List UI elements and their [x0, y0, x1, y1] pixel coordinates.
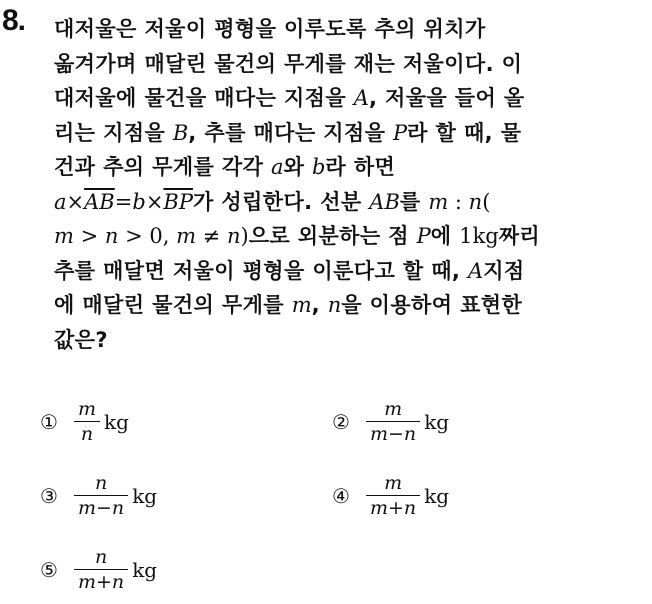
question-line: [54, 116, 644, 151]
fraction-numerator: m: [384, 398, 403, 420]
fraction-numerator: m: [78, 398, 97, 420]
question-line: [54, 12, 644, 47]
fraction-denominator: m+n: [78, 571, 125, 594]
choice-5[interactable]: [40, 546, 157, 593]
math-variable: A: [353, 86, 369, 110]
math-variable: n: [104, 224, 119, 248]
choice-unit: kg: [424, 483, 450, 508]
math-variable: b: [132, 189, 146, 214]
question-text: , 추를 매다는 지점을: [188, 120, 394, 145]
math-variable: m: [428, 189, 449, 214]
question-line: [54, 323, 644, 358]
choice-number: ④: [332, 483, 350, 508]
choice-number: ①: [40, 409, 58, 434]
math-symbol: ×: [66, 189, 85, 214]
question-text: 대저울은 저울이 평형을 이루도록 추의 위치가: [54, 17, 486, 41]
question-text: 에 매달린 물건의 무게를: [54, 293, 292, 317]
fraction-numerator: n: [94, 472, 108, 494]
fraction-numerator: m: [384, 472, 403, 494]
math-symbol: > 0,: [118, 224, 177, 248]
choice-number: ②: [332, 409, 350, 434]
math-variable: A: [468, 258, 484, 283]
math-variable: n: [327, 293, 342, 317]
choice-3[interactable]: [40, 472, 157, 519]
question-text: 을 이용하여 표현한: [341, 293, 523, 317]
math-symbol: :: [448, 189, 469, 214]
math-symbol: ): [240, 224, 249, 248]
choice-1[interactable]: [40, 398, 129, 445]
math-symbol: (: [482, 189, 491, 214]
choice-4[interactable]: [332, 472, 449, 519]
math-symbol: >: [73, 224, 105, 248]
choice-fraction: [74, 398, 100, 445]
question-number: 8.: [2, 4, 26, 37]
math-symbol: ×: [145, 189, 164, 214]
math-symbol: 1kg: [459, 224, 499, 248]
line-segment-notation: $\overline{BP}$: [163, 189, 193, 214]
math-variable: a: [271, 155, 284, 179]
choice-2[interactable]: [332, 398, 449, 445]
question-text: 건과 추의 무게를 각각: [54, 155, 272, 179]
math-variable: b: [311, 155, 326, 179]
math-variable: n: [226, 224, 241, 248]
math-variable: P: [416, 224, 431, 248]
question-text: 추를 매달면 저울이 평형을 이룬다고 할 때,: [54, 258, 469, 283]
choice-number: ⑤: [40, 557, 58, 582]
line-segment-notation: $\overline{AB}$: [84, 189, 115, 214]
question-text: 를: [399, 189, 429, 214]
math-variable: m: [291, 293, 312, 317]
question-line: [54, 254, 644, 289]
choice-fraction: [74, 472, 128, 519]
choice-unit: kg: [132, 557, 158, 582]
question-text: 짜리: [498, 224, 541, 248]
question-text: 가 성립한다. 선분: [192, 189, 370, 214]
question-text: 라 하면: [325, 155, 396, 179]
math-symbol: =: [114, 189, 133, 214]
question-text: ,: [311, 293, 328, 317]
math-variable: a: [54, 189, 67, 214]
question-text: 옮겨가며 매달린 물건의 무게를 재는 저울이다. 이: [54, 51, 523, 76]
question-line: [54, 185, 644, 220]
question-line: [54, 150, 644, 185]
choice-fraction: [74, 546, 128, 593]
choice-number: ③: [40, 483, 58, 508]
fraction-numerator: n: [94, 546, 108, 568]
math-symbol: ≠: [196, 224, 227, 248]
question-text: 값은?: [54, 327, 108, 352]
question-line: [54, 219, 644, 254]
question-text: 라 할 때, 물: [407, 120, 522, 145]
question-text: 대저울에 물건을 매다는 지점을: [54, 86, 354, 110]
math-variable: m: [176, 224, 196, 248]
question-text: 으로 외분하는 점: [248, 224, 417, 248]
fraction-denominator: m−n: [78, 497, 125, 520]
question-line: [54, 81, 644, 116]
choice-fraction: [366, 472, 420, 519]
question-text: 에: [430, 224, 460, 248]
question-text: , 저울을 들어 올: [368, 86, 525, 110]
question-text: 리는 지점을: [54, 120, 173, 145]
math-variable: B: [172, 120, 189, 145]
choice-unit: kg: [424, 409, 450, 434]
math-variable: n: [468, 189, 483, 214]
fraction-denominator: m−n: [370, 423, 417, 446]
question-line: [54, 288, 644, 323]
choice-unit: kg: [132, 483, 158, 508]
fraction-denominator: n: [80, 423, 94, 446]
question-text: 와: [283, 155, 312, 179]
choice-unit: kg: [104, 409, 129, 434]
math-variable: m: [54, 224, 74, 248]
math-variable: AB: [369, 189, 400, 214]
question-text: 지점: [483, 258, 525, 283]
choice-fraction: [366, 398, 420, 445]
question-line: [54, 47, 644, 82]
math-variable: P: [393, 120, 408, 145]
fraction-denominator: m+n: [370, 497, 417, 520]
question-stem: [54, 12, 644, 357]
